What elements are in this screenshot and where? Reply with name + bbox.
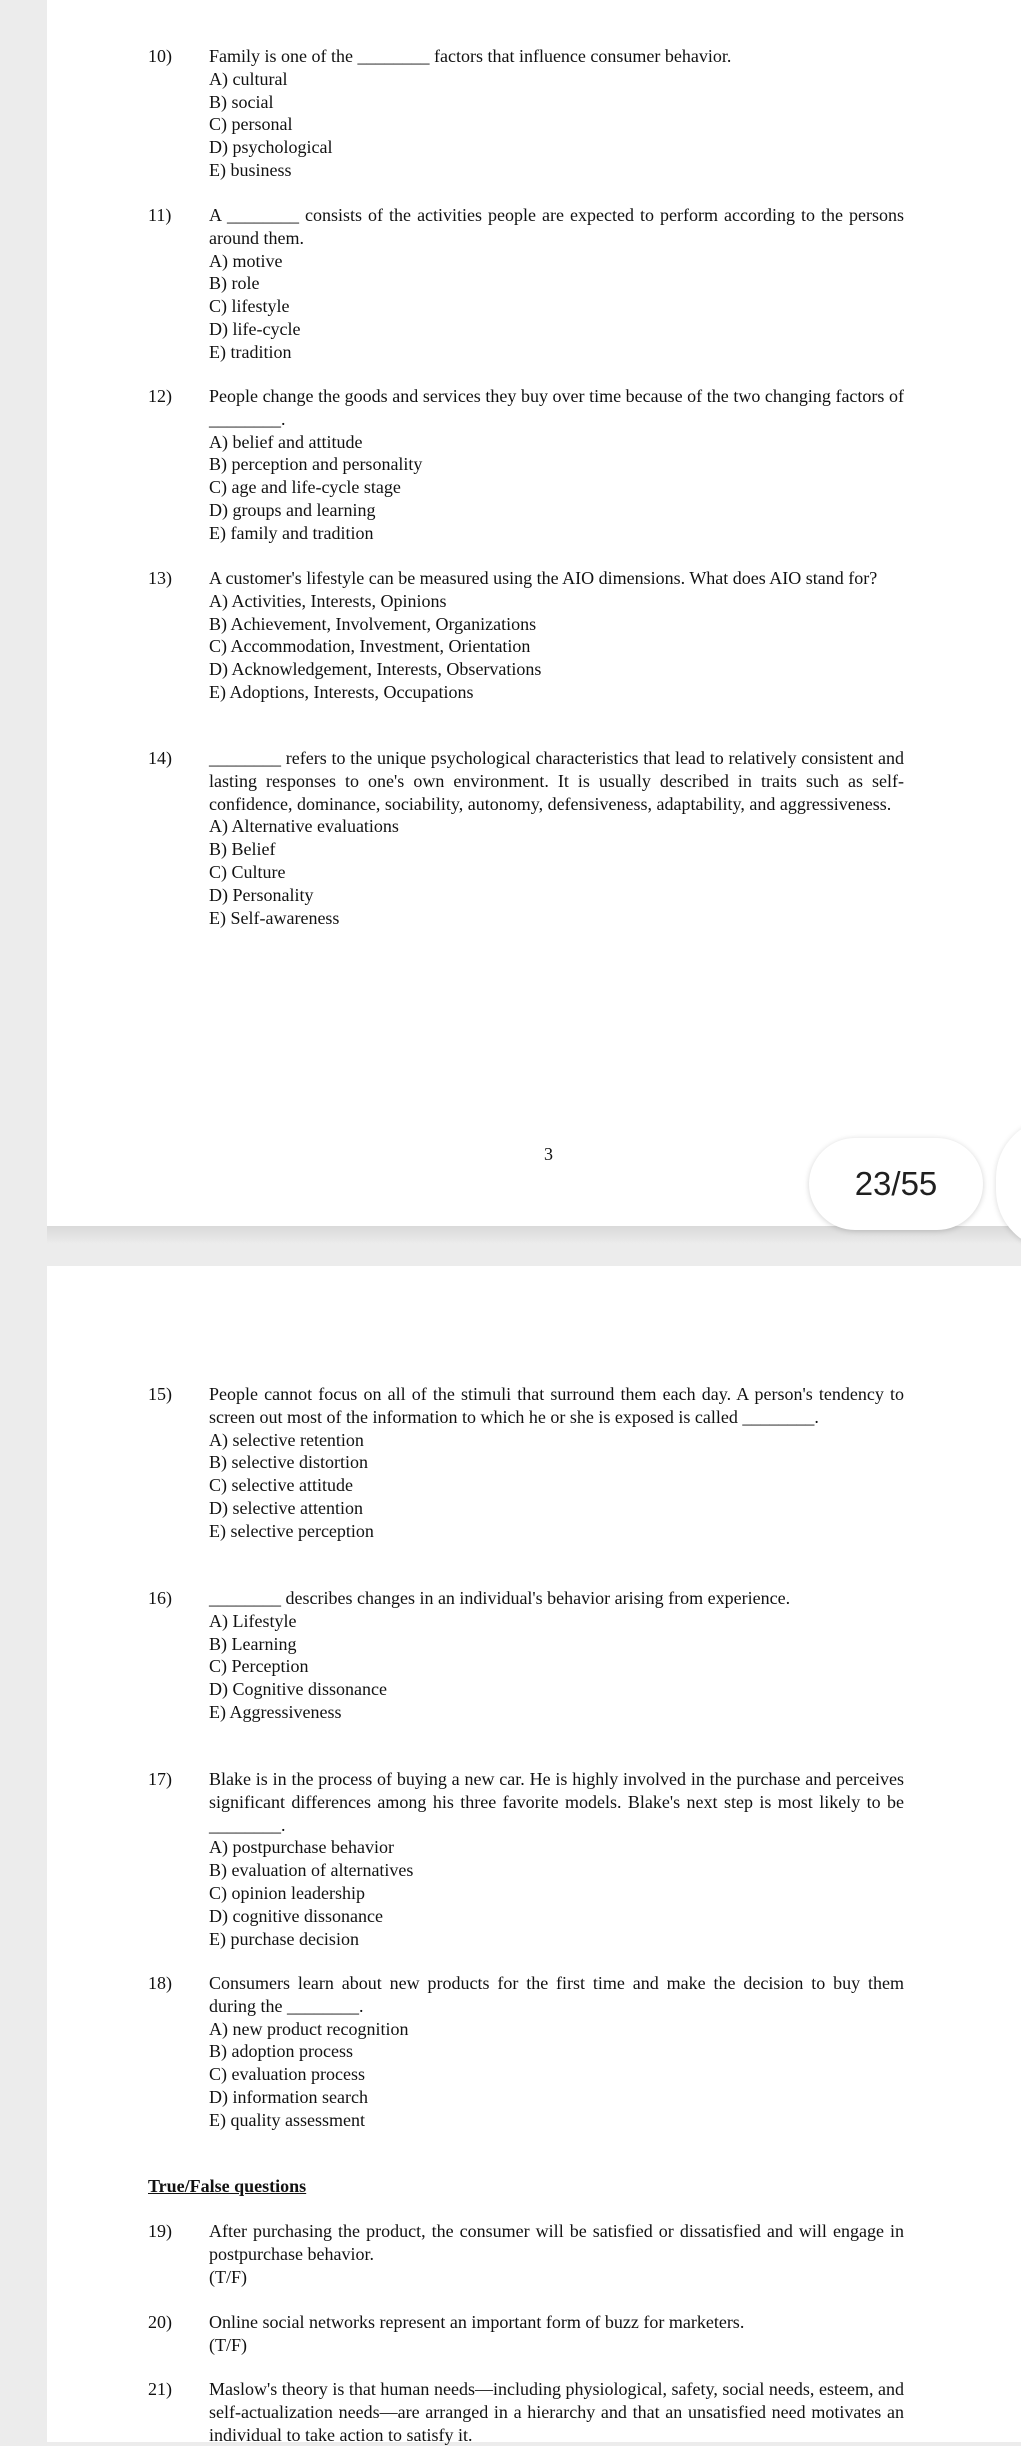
option-d: D) Acknowledgement, Interests, Observations [209,659,542,680]
page-number: 3 [544,1144,553,1164]
option-a: A) motive [209,250,283,271]
option-a: A) Alternative evaluations [209,816,399,837]
option-d: D) cognitive dissonance [209,1905,383,1926]
option-b: B) selective distortion [209,1452,368,1473]
question-number: 19) [148,2221,172,2241]
option-c: C) opinion leadership [209,1882,365,1903]
question-number: 21) [148,2379,172,2399]
question-18 [148,1972,904,2132]
option-d: D) groups and learning [209,499,376,520]
option-c: C) Perception [209,1656,309,1677]
option-b: B) social [209,91,274,112]
question-stem: People change the goods and services they buy over time because of the two changing factors of ________. [209,386,904,429]
question-number: 12) [148,386,172,406]
option-b: B) perception and personality [209,454,423,475]
option-c: C) personal [209,114,293,135]
question-stem: Online social networks represent an important form of buzz for marketers. [209,2312,745,2332]
option-a: A) new product recognition [209,2018,409,2039]
question-number: 10) [148,46,172,66]
option-a: A) cultural [209,68,288,89]
option-d: D) selective attention [209,1497,363,1518]
option-c: C) lifestyle [209,296,290,317]
question-number: 18) [148,1973,172,1993]
option-e: E) Self-awareness [209,907,340,928]
option-d: D) Cognitive dissonance [209,1679,387,1700]
question-number: 11) [148,205,172,225]
section-heading-true-false: True/False questions [148,2176,307,2196]
answer-format: (T/F) [209,2334,247,2355]
option-d: D) information search [209,2086,368,2107]
option-c: C) Culture [209,861,286,882]
question-21 [148,2378,904,2446]
option-b: B) Belief [209,839,276,860]
option-e: E) Aggressiveness [209,1701,342,1722]
question-number: 14) [148,748,172,768]
question-stem: Family is one of the ________ factors that influence consumer behavior. [209,46,732,66]
question-stem: People cannot focus on all of the stimuli that surround them each day. A person's tendency to screen out most of the information to which he or she is exposed is called ________. [209,1384,904,1427]
question-number: 20) [148,2312,172,2332]
question-stem: Blake is in the process of buying a new car. He is highly involved in the purchase and perceives significant differences among his three favorite models. Blake's next step is most likely to be ________. [209,1769,904,1835]
question-number: 13) [148,568,172,588]
option-c: C) selective attitude [209,1475,353,1496]
option-b: B) role [209,273,260,294]
question-11 [148,204,904,364]
question-number: 15) [148,1384,172,1404]
option-b: B) adoption process [209,2041,353,2062]
option-c: C) age and life-cycle stage [209,477,401,498]
question-17 [148,1768,904,1950]
question-number: 16) [148,1588,172,1608]
question-14 [148,747,904,929]
page-counter-badge: 23/55 [809,1138,983,1230]
option-e: E) tradition [209,341,292,362]
option-e: E) quality assessment [209,2109,365,2130]
question-stem: Maslow's theory is that human needs—including physiological, safety, social needs, esteem, and self-actualization needs—are arranged in a hierarchy and that an unsatisfied need motivates an individual to take action to satisfy it. [209,2379,904,2445]
question-stem: Consumers learn about new products for the first time and make the decision to buy them during the ________. [209,1973,904,2016]
option-e: E) purchase decision [209,1928,359,1949]
question-20 [148,2311,904,2357]
question-13 [148,567,904,704]
option-e: E) Adoptions, Interests, Occupations [209,681,474,702]
question-10 [148,45,904,182]
option-b: B) Learning [209,1633,297,1654]
option-a: A) Activities, Interests, Opinions [209,590,447,611]
question-15 [148,1383,904,1543]
question-19 [148,2220,904,2288]
option-a: A) Lifestyle [209,1610,297,1631]
question-16 [148,1587,904,1724]
question-stem: After purchasing the product, the consumer will be satisfied or dissatisfied and will engage in postpurchase behavior. [209,2221,904,2264]
question-stem: ________ refers to the unique psychological characteristics that lead to relatively consistent and lasting responses to one's own environment. It is usually described in traits such as self-confidence, dominance, sociability, autonomy, defensiveness, adaptability, and aggressiveness. [209,748,904,814]
option-e: E) selective perception [209,1520,374,1541]
option-c: C) Accommodation, Investment, Orientation [209,636,531,657]
option-d: D) Personality [209,884,314,905]
question-stem: ________ describes changes in an individual's behavior arising from experience. [209,1588,791,1608]
option-a: A) postpurchase behavior [209,1837,394,1858]
option-d: D) psychological [209,137,333,158]
option-a: A) belief and attitude [209,431,363,452]
option-c: C) evaluation process [209,2064,365,2085]
option-d: D) life-cycle [209,318,301,339]
option-a: A) selective retention [209,1429,364,1450]
question-stem: A ________ consists of the activities people are expected to perform according to the persons around them. [209,205,904,248]
option-e: E) family and tradition [209,522,374,543]
question-stem: A customer's lifestyle can be measured using the AIO dimensions. What does AIO stand for? [209,568,878,588]
option-e: E) business [209,159,292,180]
question-12 [148,385,904,545]
answer-format: (T/F) [209,2266,247,2287]
option-b: B) evaluation of alternatives [209,1860,414,1881]
question-number: 17) [148,1769,172,1789]
option-b: B) Achievement, Involvement, Organizations [209,613,537,634]
